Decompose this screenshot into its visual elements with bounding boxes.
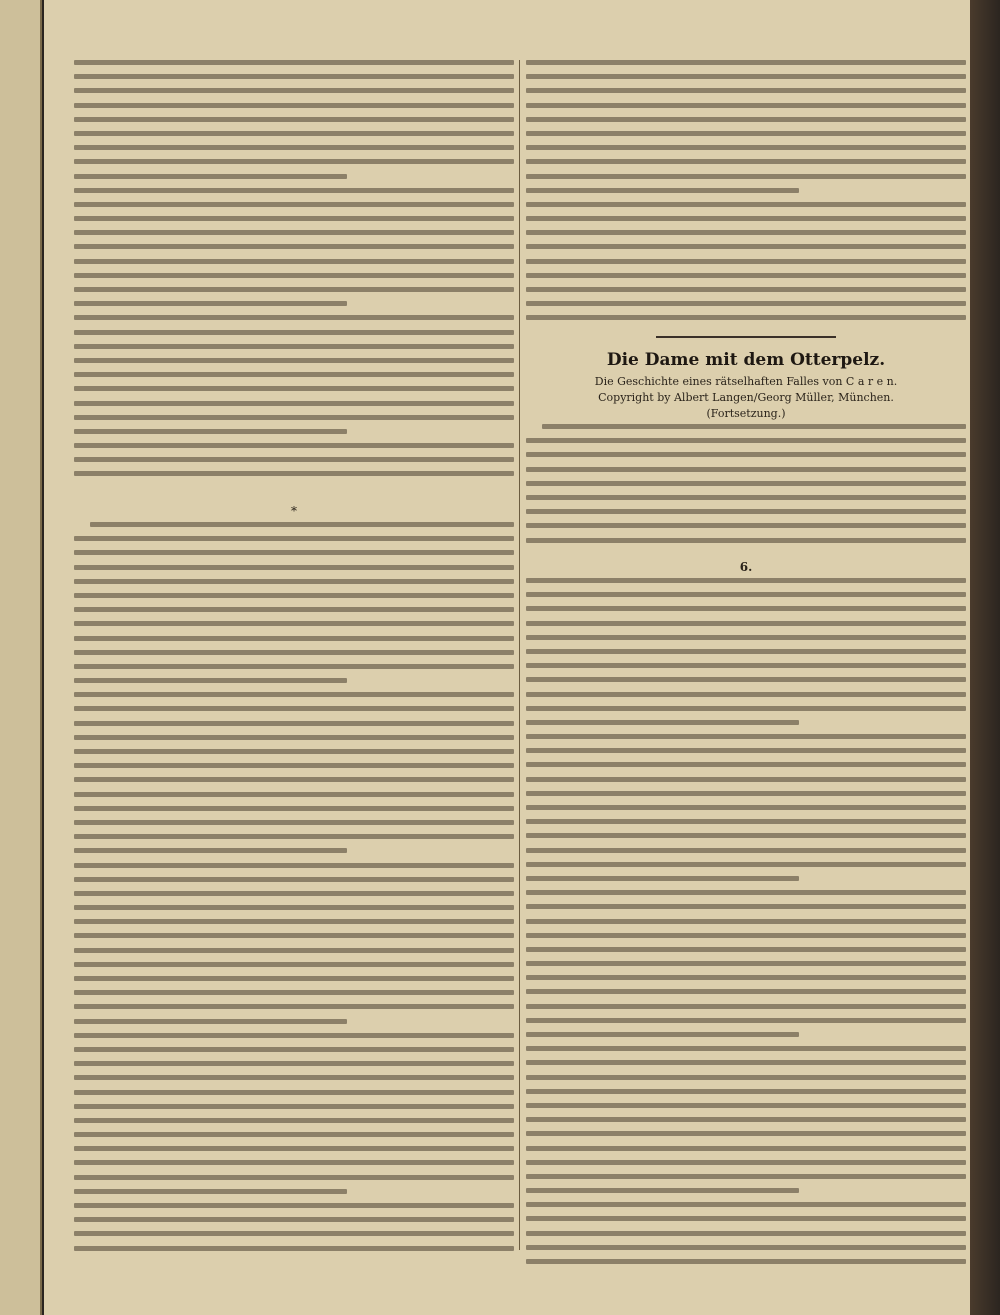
text-line [526, 315, 966, 320]
text-line [526, 961, 966, 966]
text-line [74, 216, 514, 221]
text-line [526, 1146, 966, 1151]
text-line [526, 467, 966, 472]
text-line [74, 174, 347, 179]
text-line [526, 592, 966, 597]
text-line [526, 74, 966, 79]
text-line [74, 650, 514, 655]
text-line [74, 962, 514, 967]
text-line [526, 1075, 966, 1080]
text-line [74, 117, 514, 122]
text-line [526, 117, 966, 122]
text-line [74, 287, 514, 292]
text-line [526, 1032, 799, 1037]
text-line [74, 301, 347, 306]
text-line [74, 1160, 514, 1165]
text-line [74, 550, 514, 555]
text-line [526, 635, 966, 640]
text-line [74, 315, 514, 320]
text-line [74, 471, 514, 476]
text-line [74, 131, 514, 136]
text-line [74, 692, 514, 697]
text-line [74, 159, 514, 164]
text-line [74, 1004, 514, 1009]
text-line [74, 1217, 514, 1222]
text-line [526, 1216, 966, 1221]
text-line [526, 777, 966, 782]
text-line [74, 330, 514, 335]
text-line [74, 244, 514, 249]
text-line [526, 989, 966, 994]
text-line [74, 777, 514, 782]
text-line [526, 60, 966, 65]
text-line [74, 60, 514, 65]
text-line [74, 1231, 514, 1236]
text-line [526, 748, 966, 753]
text-line [74, 806, 514, 811]
text-line [526, 538, 966, 543]
text-line [74, 259, 514, 264]
text-line [542, 424, 966, 429]
text-line [74, 749, 514, 754]
text-line [526, 145, 966, 150]
text-line [74, 891, 514, 896]
text-line [526, 706, 966, 711]
text-line [526, 720, 799, 725]
text-line [74, 1033, 514, 1038]
article-continuation-note: (Fortsetzung.) [706, 407, 786, 420]
text-line [74, 1146, 514, 1151]
travel-essay-body-2 [74, 522, 514, 1260]
text-line [526, 677, 966, 682]
text-line [526, 230, 966, 235]
text-line [526, 244, 966, 249]
text-line [74, 919, 514, 924]
text-line [526, 1004, 966, 1009]
text-line [526, 578, 966, 583]
text-line [74, 706, 514, 711]
text-line [74, 636, 514, 641]
text-line [526, 523, 966, 528]
book-spine-edge [970, 0, 1000, 1315]
text-line [526, 438, 966, 443]
text-line [526, 876, 799, 881]
text-line [74, 1132, 514, 1137]
text-line [74, 372, 514, 377]
text-line [74, 990, 514, 995]
text-line [526, 1231, 966, 1236]
text-line [526, 509, 966, 514]
text-line [526, 1018, 966, 1023]
text-line [74, 877, 514, 882]
text-line [526, 1160, 966, 1165]
section-number: 6. [739, 560, 753, 574]
text-line [74, 536, 514, 541]
text-line [526, 649, 966, 654]
text-line [74, 905, 514, 910]
text-line [526, 947, 966, 952]
text-line [526, 216, 966, 221]
article-subtitle: Die Geschichte eines rätselhaften Falles von C a r e n. [594, 375, 898, 388]
adjacent-page-edge [0, 0, 42, 1315]
text-line [74, 1175, 514, 1180]
article-body-1 [526, 424, 966, 552]
text-line [74, 88, 514, 93]
text-line [74, 1203, 514, 1208]
text-line [74, 1104, 514, 1109]
text-line [526, 259, 966, 264]
text-line [526, 88, 966, 93]
text-line [74, 678, 347, 683]
text-line [526, 1089, 966, 1094]
text-line [74, 1047, 514, 1052]
text-line [74, 933, 514, 938]
text-line [74, 593, 514, 598]
text-line [526, 1046, 966, 1051]
text-line [74, 401, 514, 406]
text-line [526, 103, 966, 108]
text-line [74, 358, 514, 363]
text-line [74, 863, 514, 868]
text-line [526, 273, 966, 278]
travel-essay-body-1 [74, 60, 514, 486]
text-line [74, 188, 514, 193]
text-line [74, 834, 514, 839]
text-line [74, 429, 347, 434]
text-line [74, 74, 514, 79]
text-line [526, 1060, 966, 1065]
article-title: Die Dame mit dem Otterpelz. [606, 350, 886, 370]
text-line [526, 287, 966, 292]
column-divider [519, 60, 520, 1250]
text-line [526, 1245, 966, 1250]
text-line [74, 386, 514, 391]
text-line [74, 457, 514, 462]
text-line [526, 975, 966, 980]
text-line [526, 1174, 966, 1179]
text-line [526, 663, 966, 668]
text-line [74, 579, 514, 584]
text-line [74, 103, 514, 108]
text-line [74, 415, 514, 420]
text-line [74, 664, 514, 669]
text-line [74, 792, 514, 797]
text-line [74, 273, 514, 278]
text-line [526, 862, 966, 867]
text-line [74, 763, 514, 768]
text-line [526, 919, 966, 924]
text-line [74, 443, 514, 448]
text-line [74, 565, 514, 570]
text-line [526, 159, 966, 164]
text-line [526, 819, 966, 824]
text-line [526, 301, 966, 306]
text-line [526, 202, 966, 207]
text-line [74, 721, 514, 726]
text-line [526, 848, 966, 853]
text-line [74, 820, 514, 825]
text-line [526, 621, 966, 626]
text-line [74, 1061, 514, 1066]
text-line [526, 692, 966, 697]
text-line [526, 606, 966, 611]
text-line [526, 904, 966, 909]
text-line [74, 230, 514, 235]
text-line [526, 131, 966, 136]
travel-essay-body-3 [526, 60, 966, 330]
text-line [526, 452, 966, 457]
text-line [74, 1090, 514, 1095]
article-copyright: Copyright by Albert Langen/Georg Müller, München. [598, 391, 894, 404]
text-line [526, 188, 799, 193]
text-line [526, 890, 966, 895]
text-line [74, 735, 514, 740]
text-line [526, 1188, 799, 1193]
section-separator: * [291, 504, 297, 518]
text-line [526, 791, 966, 796]
text-line [526, 734, 966, 739]
article-divider-rule [656, 336, 836, 338]
text-line [526, 1131, 966, 1136]
newspaper-page [44, 0, 970, 1315]
text-line [526, 1117, 966, 1122]
text-line [74, 1118, 514, 1123]
text-line [74, 1075, 514, 1080]
article-body-2 [526, 578, 966, 1273]
text-line [74, 1189, 347, 1194]
text-line [90, 522, 514, 527]
text-line [526, 481, 966, 486]
text-line [526, 933, 966, 938]
text-line [526, 762, 966, 767]
text-line [74, 848, 347, 853]
text-line [74, 607, 514, 612]
text-line [74, 202, 514, 207]
text-line [526, 1202, 966, 1207]
text-line [74, 948, 514, 953]
text-line [74, 344, 514, 349]
text-line [526, 1259, 966, 1264]
text-line [74, 1246, 514, 1251]
text-line [74, 976, 514, 981]
text-line [74, 145, 514, 150]
text-line [526, 174, 966, 179]
text-line [526, 805, 966, 810]
text-line [74, 1019, 347, 1024]
text-line [526, 833, 966, 838]
text-line [74, 621, 514, 626]
text-line [526, 495, 966, 500]
text-line [526, 1103, 966, 1108]
